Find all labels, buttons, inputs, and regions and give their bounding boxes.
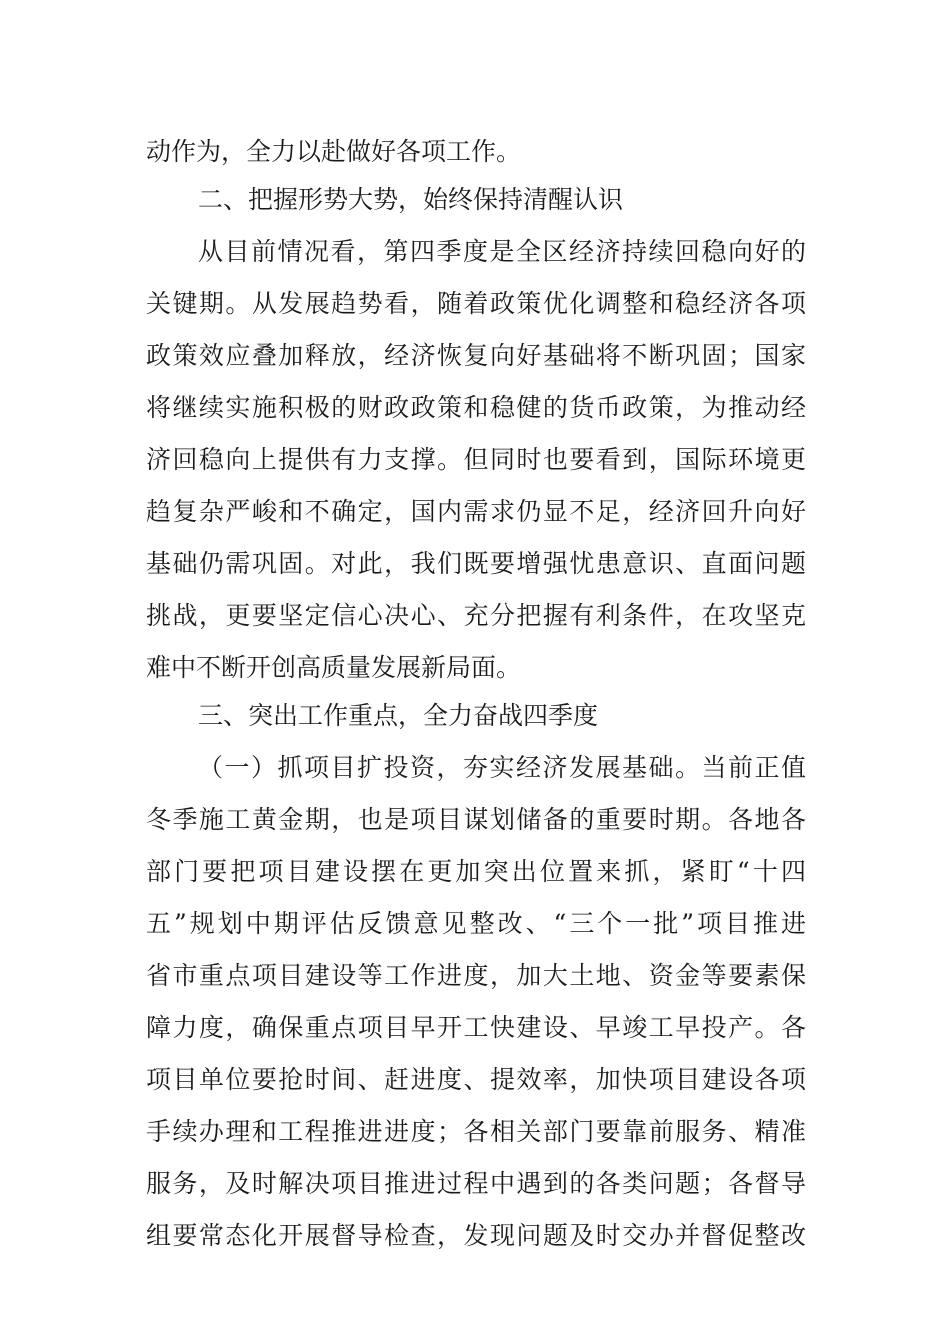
paragraph-line: 关键期。从发展趋势看，随着政策优化调整和稳经济各项 [146,289,806,318]
section-heading-2: 二、把握形势大势，始终保持清醒认识 [198,185,624,214]
paragraph-line: 项目单位要抢时间、赶进度、提效率，加快项目建设各项 [146,1065,806,1094]
paragraph-line: 服务，及时解决项目推进过程中遇到的各类问题；各督导 [146,1169,806,1198]
paragraph-line: 冬季施工黄金期，也是项目谋划储备的重要时期。各地各 [146,805,806,834]
paragraph-line: 省市重点项目建设等工作进度，加大土地、资金等要素保 [146,961,806,990]
paragraph-line: 部门要把项目建设摆在更加突出位置来抓，紧盯“十四 [146,857,806,886]
paragraph-line: 难中不断开创高质量发展新局面。 [146,653,522,682]
paragraph-line: 组要常态化开展督导检查，发现问题及时交办并督促整改 [146,1221,806,1250]
paragraph-line: 政策效应叠加释放，经济恢复向好基础将不断巩固；国家 [146,341,806,370]
paragraph-line: 五”规划中期评估反馈意见整改、“三个一批”项目推进 [146,909,806,938]
paragraph-line: 济回稳向上提供有力支撑。但同时也要看到，国际环境更 [146,445,806,474]
paragraph-line: 基础仍需巩固。对此，我们既要增强忧患意识、直面问题 [146,549,806,578]
paragraph-line: （一）抓项目扩投资，夯实经济发展基础。当前正值 [198,753,806,782]
body-text-line: 动作为，全力以赴做好各项工作。 [146,137,522,166]
paragraph-line: 趋复杂严峻和不确定，国内需求仍显不足，经济回升向好 [146,497,806,526]
section-heading-3: 三、突出工作重点，全力奋战四季度 [198,701,599,730]
paragraph-line: 障力度，确保重点项目早开工快建设、早竣工早投产。各 [146,1013,806,1042]
paragraph-line: 手续办理和工程推进进度；各相关部门要靠前服务、精准 [146,1117,806,1146]
paragraph-line: 将继续实施积极的财政政策和稳健的货币政策，为推动经 [146,393,806,422]
paragraph-line: 从目前情况看，第四季度是全区经济持续回稳向好的 [198,237,806,266]
paragraph-line: 挑战，更要坚定信心决心、充分把握有利条件，在攻坚克 [146,601,806,630]
